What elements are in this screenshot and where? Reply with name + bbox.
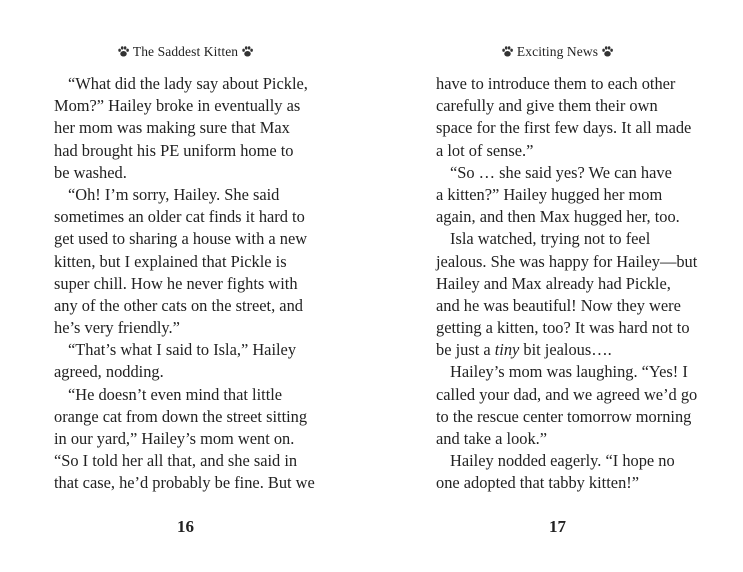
body-text-right (436, 73, 696, 495)
text-line: Hailey’s mom was laughing. “Yes! I (450, 362, 688, 382)
text-line: that case, he’d probably be fine. But we (54, 473, 315, 493)
text-line: carefully and give them their own (436, 96, 658, 116)
right-page (372, 0, 743, 572)
text-line: called your dad, and we agreed we’d go (436, 384, 698, 404)
running-head-left (0, 44, 371, 60)
text-line: Hailey nodded eagerly. “I hope no (450, 451, 675, 471)
text-line: Mom?” Hailey broke in eventually as (54, 96, 301, 116)
text-line: space for the first few days. It all made (436, 118, 692, 138)
body-text-left (54, 73, 314, 495)
page-number-right: 17 (549, 517, 566, 536)
paw-print-icon (601, 45, 614, 58)
paw-print-icon (501, 45, 514, 58)
text-line: have to introduce them to each other (436, 74, 676, 93)
text-line: agreed, nodding. (54, 362, 164, 382)
page-number-left: 16 (177, 517, 194, 536)
running-head-title: Exciting News (516, 44, 599, 59)
text-line: and take a look.” (436, 429, 548, 448)
text-line: had brought his PE uniform home to (54, 140, 294, 160)
text-line: sometimes an older cat finds it hard to (54, 207, 305, 227)
paw-print-icon (241, 45, 254, 58)
text-line: her mom was making sure that Max (54, 118, 290, 138)
text-line: orange cat from down the street sitting (54, 406, 308, 426)
running-head-title: The Saddest Kitten (132, 44, 239, 59)
text-line: jealous. She was happy for Hailey—but (436, 251, 698, 271)
text-run: bit jealous…. (519, 340, 612, 360)
text-line: “That’s what I said to Isla,” Hailey (68, 340, 297, 360)
text-line: a lot of sense.” (436, 140, 534, 160)
text-line: super chill. How he never fights with (54, 273, 298, 293)
text-line: and he was beautiful! Now they were (436, 295, 681, 315)
text-line: to the rescue center tomorrow morning (436, 406, 692, 426)
text-line: be washed. (54, 162, 127, 182)
text-line: “So … she said yes? We can have (450, 162, 672, 182)
text-line (436, 339, 696, 361)
text-line: Hailey and Max already had Pickle, (436, 273, 671, 293)
text-line: “What did the lady say about Pickle, (68, 74, 308, 93)
text-line: again, and then Max hugged her, too. (436, 207, 680, 227)
text-line: kitten, but I explained that Pickle is (54, 251, 287, 271)
emphasized-word: tiny (494, 340, 520, 360)
text-line: any of the other cats on the street, and (54, 295, 303, 315)
text-line: getting a kitten, too? It was hard not to (436, 318, 690, 338)
text-line: he’s very friendly.” (54, 318, 180, 338)
paw-print-icon (117, 45, 130, 58)
left-page (0, 0, 371, 572)
text-line: “Oh! I’m sorry, Hailey. She said (68, 184, 280, 204)
text-line: “So I told her all that, and she said in (54, 451, 298, 471)
text-line: in our yard,” Hailey’s mom went on. (54, 429, 295, 448)
text-run: be just a (436, 340, 495, 360)
text-line: “He doesn’t even mind that little (68, 384, 283, 404)
text-line: get used to sharing a house with a new (54, 229, 308, 249)
text-line: Isla watched, trying not to feel (450, 229, 651, 249)
text-line: a kitten?” Hailey hugged her mom (436, 184, 663, 204)
text-line: one adopted that tabby kitten!” (436, 473, 639, 493)
running-head-right (372, 44, 743, 60)
